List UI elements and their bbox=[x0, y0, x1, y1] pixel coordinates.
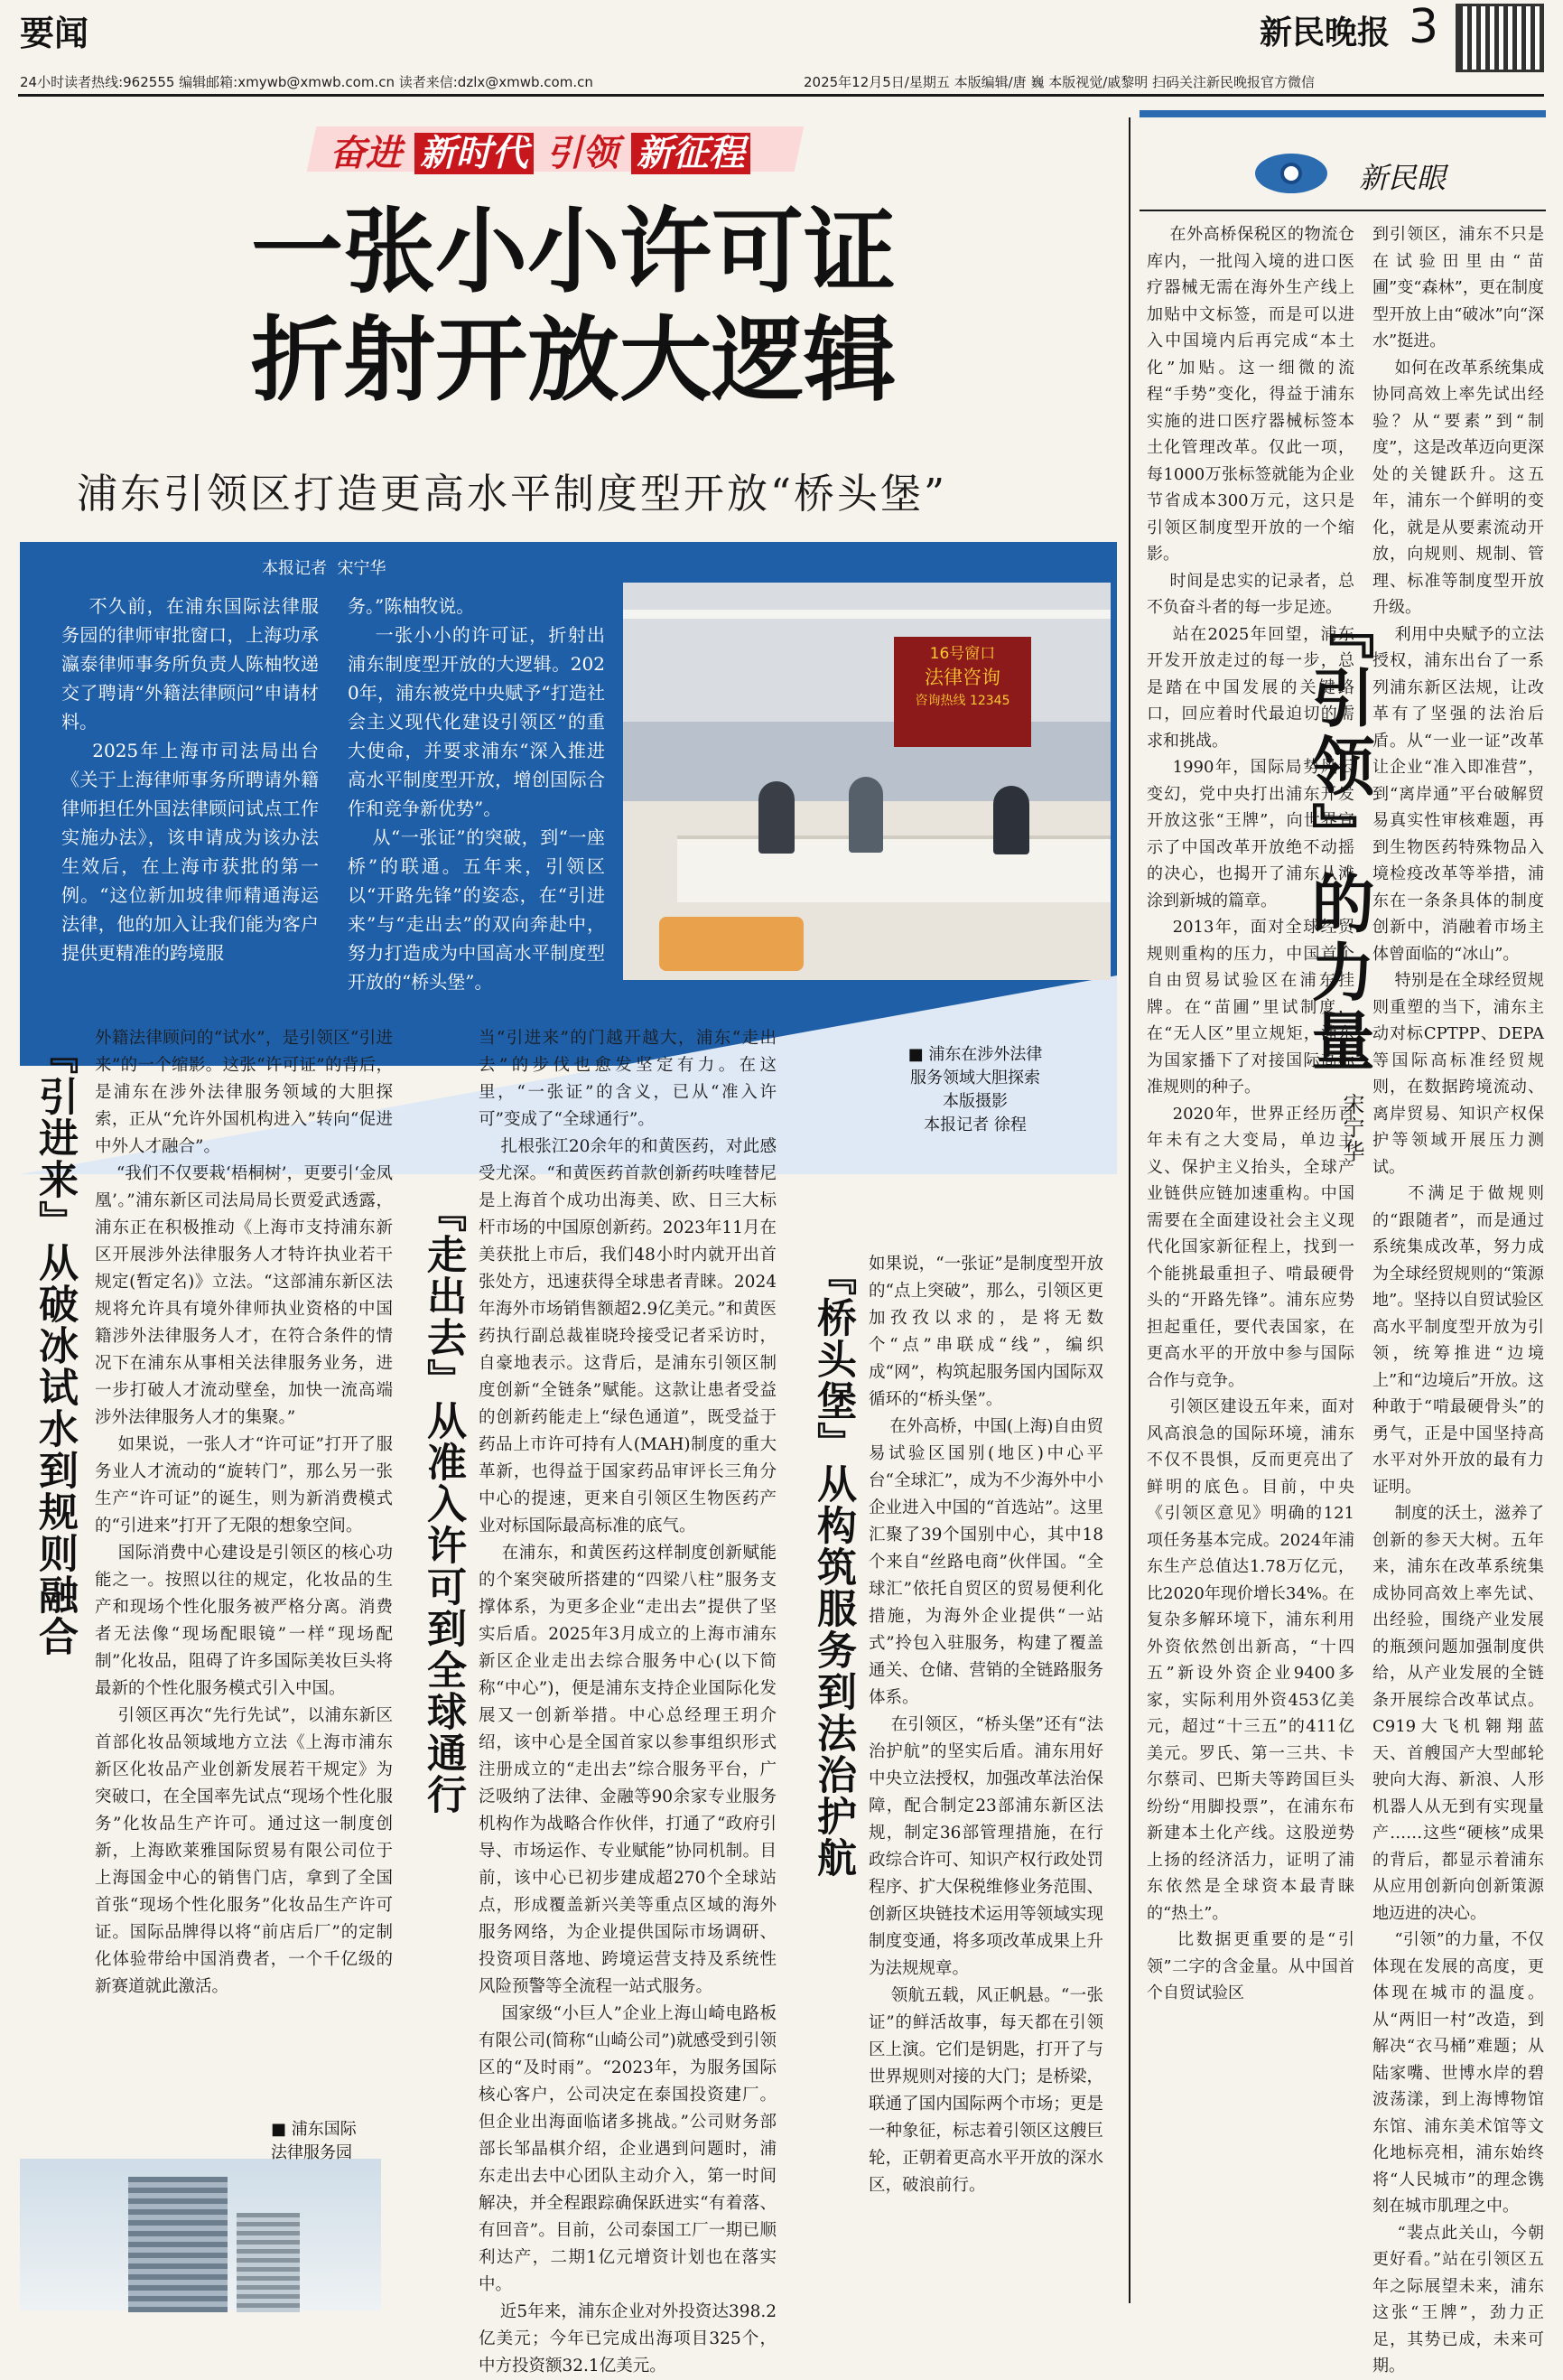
lead-column-2: 务。”陈柚牧说。 一张小小的许可证，折射出浦东制度型开放的大逻辑。2020年，浦东被党中央赋予“打造社会主义现代化建设引领区”的重大使命，并要求浦东“深入推进高水平制度型开放，增创国际合作和竞争新优势”。 从“一张证”的突破，到“一座桥”的联通。五年来，引领区以“开路先锋”的姿态，在“引进来”与“走出去”的双向奔赴中，努力打造成为中国高水平制度型开放的“桥头堡”。 bbox=[348, 595, 606, 993]
column-logo: 新民眼 bbox=[1359, 161, 1447, 195]
column-blue-band bbox=[1140, 110, 1546, 117]
byline: 本报记者 宋宁华 bbox=[262, 559, 386, 578]
kicker-word: 新征程 bbox=[631, 133, 750, 174]
section-title-zouchuqu: 『走出去』从准入许可到全球通行 bbox=[420, 1192, 466, 1815]
photo-building bbox=[20, 2159, 381, 2310]
section-label: 要闻 bbox=[20, 14, 89, 53]
paper-name: 新民晚报 bbox=[1260, 14, 1391, 51]
caption-line: 法律服务园 bbox=[271, 2143, 352, 2162]
photo-legal-service-hall bbox=[623, 583, 1111, 980]
masthead-rule bbox=[18, 94, 1544, 97]
headline bbox=[144, 199, 1002, 415]
photo-person bbox=[849, 777, 883, 853]
lead-column-1: 不久前，在浦东国际法律服务园的律师审批窗口，上海功承瀛泰律师事务所负责人陈柚牧递交了聘请“外籍法律顾问”申请材料。 2025年上海市司法局出台《关于上海律师事务所聘请外籍律师担任外国法律顾问试点工作实施办法》，该申请成为该办法生效后，在上海市获批的第一例。“这位新加坡律师精通海运法律，他的加入让我们能为客户提供更精准的跨境服 bbox=[61, 595, 320, 964]
caption-line: ■ 浦东在涉外法律 bbox=[907, 1045, 1043, 1064]
kicker-word: 奋进 bbox=[330, 133, 402, 174]
photo-sign-line: 咨询热线 12345 bbox=[915, 694, 1010, 708]
photo-building-caption bbox=[271, 2118, 357, 2165]
kicker-text bbox=[330, 125, 750, 176]
column-text-2: 到引领区，浦东不只是在试验田里由“苗圃”变“森林”，更在制度型开放上由“破冰”向“深水”挺进。 如何在改革系统集成协同高效上率先试出经验？从“要素”到“制度”，这是改革迈向更深处的关键跃升。这五年，浦东一个鲜明的变化，就是从要素流动开放，向规则、规制、管理、标准等制度型开放升级。 利用中央赋予的立法授权，浦东出台了一系列浦东新区法规，让改革有了坚强的法治后盾。从“一业一证”改革让企业“准入即准营”，到“离岸通”平台破解贸易真实性审核难题，再到生物医药特殊物品入境检疫改革等举措，浦东在一条条具体的制度创新中，消融着市场主体曾面临的“冰山”。 特别是在全球经贸规则重塑的当下，浦东主动对标CPTPP、DEPA等国际高标准经贸规则，在数据跨境流动、离岸贸易、知识产权保护等领域开展压力测试。 不满足于做规则的“跟随者”，而是通过系统集成改革，努力成为全球经贸规则的“策源地”。坚持以自贸试验区高水平制度型开放为引领，统筹推进“边境上”和“边境后”开放。这种敢于“啃最硬骨头”的勇气，正是中国坚持高水平对外开放的最有力证明。 制度的沃土，滋养了创新的参天大树。五年来，浦东在改革系统集成协同高效上率先试、出经验，围绕产业发展的瓶颈问题加强制度供给，从产业发展的全链条开展综合改革试点。C919大飞机翱翔蓝天、首艘国产大型邮轮驶向大海、新浪、人形机器人从无到有实现量产……这些“硬核”成果的背后，都显示着浦东从应用创新向创新策源地迈进的决心。 “引领”的力量，不仅体现在发展的高度，更体现在城市的温度。从“两旧一村”改造，到解决“衣马桶”难题；从陆家嘴、世博水岸的碧波荡漾，到上海博物馆东馆、浦东美术馆等文化地标亮相，浦东始终将“人民城市”的理念镌刻在城市肌理之中。 “裴点此关山，今朝更好看。”站在引领区五年之际展望未来，浦东这张“王牌”，劲力正足，其势已成，未来可期。 bbox=[1372, 225, 1545, 2375]
headline-line: 一张小小许可证 bbox=[251, 199, 896, 306]
subheadline: 浦东引领区打造更高水平制度型开放“桥头堡” bbox=[77, 470, 948, 518]
column-divider bbox=[1129, 117, 1130, 2303]
column-author: 宋宁华 bbox=[1339, 1093, 1364, 1163]
section-title-yinjinlai: 『引进来』从破冰试水到规则融合 bbox=[32, 1034, 78, 1657]
section-c-text: 如果说，“一张证”是制度型开放的“点上突破”，那么，引领区更加孜孜以求的，是将无数个“点”串联成“线”，编织成“网”，构筑起服务国内国际双循环的“桥头堡”。 在外高桥，中国(上海)自由贸易试验区国别(地区)中心平台“全球汇”，成为不少海外中小企业进入中国的“首选站”。这里汇聚了39个国别中心，其中18个来自“丝路电商”伙伴国。“全球汇”依托自贸区的贸易便利化措施，为海外企业提供“一站式”拎包入驻服务，构建了覆盖通关、仓储、营销的全链路服务体系。 在引领区，“桥头堡”还有“法治护航”的坚实后盾。浦东用好中央立法授权，加强改革法治保障，配合制定23部浦东新区法规，制定36部管理措施，在行政综合许可、知识产权行政处罚程序、扩大保税维修业务范围、创新区块链技术运用等领域实现制度变通，将多项改革成果上升为法规规章。 领航五载，风正帆悬。“一张证”的鲜活故事，每天都在引领区上演。它们是钥匙，打开了与世界规则对接的大门；是桥梁，联通了国内国际两个市场；更是一种象征，标志着引领区这艘巨轮，正朝着更高水平开放的深水区，破浪前行。 bbox=[869, 1255, 1103, 2195]
photo-sign-line: 16号窗口 bbox=[929, 645, 996, 663]
headline-line: 折射开放大逻辑 bbox=[251, 307, 896, 415]
photo-person bbox=[758, 781, 795, 854]
photo-chair bbox=[659, 917, 804, 971]
caption-line: 服务领域大胆探索 bbox=[910, 1069, 1040, 1087]
photo-main-caption bbox=[853, 1043, 1097, 1137]
page-number: 3 bbox=[1409, 0, 1439, 54]
photo-tower bbox=[128, 2177, 228, 2312]
kicker-word: 引领 bbox=[545, 133, 619, 174]
section-b-text: 当“引进来”的门越开越大，浦东“走出去”的步伐也愈发坚定有力。在这里，“一张证”的含义，已从“准入许可”变成了“全球通行”。 扎根张江20余年的和黄医药，对此感受尤深。“和黄医药首款创新药呋喹替尼是上海首个成功出海美、欧、日三大标杆市场的中国原创新药。2023年11月在美获批上市后，我们48小时内就开出首张处方，迅速获得全球患者青睐。2024年海外市场销售额超2.9亿美元。”和黄医药执行副总裁崔晓玲接受记者采访时，自豪地表示。这背后，是浦东引领区制度创新“全链条”赋能。这款让患者受益的创新药能走上“绿色通道”，既受益于药品上市许可持有人(MAH)制度的重大革新，也得益于国家药品审评长三角分中心的提速，更来自引领区生物医药产业对标国际最高标准的底气。 在浦东，和黄医药这样制度创新赋能的个案突破所搭建的“四梁八柱”服务支撑体系，为更多企业“走出去”提供了坚实后盾。2025年3月成立的上海市浦东新区企业走出去综合服务中心(以下简称“中心”)，便是浦东支持企业国际化发展又一创新举措。中心总经理王玥介绍，该中心是全国首家以参事组织形式注册成立的“走出去”综合服务平台，广泛吸纳了法律、金融等90余家专业服务机构作为战略合作伙伴，打通了“政府引导、市场运作、专业赋能”协同机制。目前，该中心已初步建成超270个全球站点，形成覆盖新兴美等重点区域的海外服务网络，为企业提供国际市场调研、投资项目落地、跨境运营支持及系统性风险预警等全流程一站式服务。 国家级“小巨人”企业上海山崎电路板有限公司(简称“山崎公司”)就感受到引领区的“及时雨”。“2023年，为服务国际核心客户，公司决定在泰国投资建厂。但企业出海面临诸多挑战。”公司财务部部长邹晶棋介绍，企业遇到问题时，浦东走出去中心团队主动介入，第一时间解决，并全程跟踪确保跃进实“有着落、有回音”。目前，公司泰国工厂一期已顺利达产，二期1亿元增资计划也在落实中。 近5年来，浦东企业对外投资达398.2亿美元；今年已完成出海项目325个，中方投资额32.1亿美元。 bbox=[479, 1029, 777, 2375]
column-text-1: 在外高桥保税区的物流仓库内，一批闯入境的进口医疗器械无需在海外生产线上加贴中文标签，而是可以进入中国境内后再完成“本土化”加贴。这一细微的流程“手势”变化，得益于浦东实施的进口医疗器械标签本土化管理改革。仅此一项，每1000万张标签就能为企业节省成本300万元，这只是引领区制度型开放的一个缩影。 时间是忠实的记录者，总不负奋斗者的每一步足迹。 站在2025年回望，浦东开发开放走过的每一步，总是踏在中国发展的关键路口，回应着时代最迫切的需求和挑战。 1990年，国际局势风云变幻，党中央打出浦东开发开放这张“王牌”，向世界宣示了中国改革开放绝不动摇的决心，也揭开了浦东从滩涂到新城的篇章。 2013年，面对全球经贸规则重构的压力，中国首个自由贸易试验区在浦东挂牌。在“苗圃”里试制度，在“无人区”里立规矩，浦东为国家播下了对接国际高标准规则的种子。 2020年，世界正经历百年未有之大变局，单边主义、保护主义抬头，全球产业链供应链加速重构。中国需要在全面建设社会主义现代化国家新征程上，找到一个能挑最重担子、啃最硬骨头的“开路先锋”。浦东应势担起重任，要代表国家，在更高水平的开放中参与国际合作与竞争。 引领区建设五年来，面对风高浪急的国际环境，浦东不仅不畏惧，反而更亮出了鲜明的底色。目前，中央《引领区意见》明确的121项任务基本完成。2024年浦东生产总值达1.78万亿元，比2020年现价增长34%。在复杂多解环境下，浦东利用外资依然创出新高，“十四五”新设外资企业9400多家，实际利用外资453亿美元，超过“十三五”的411亿美元。罗氏、第一三共、卡尔蔡司、巴斯夫等跨国巨头纷纷“用脚投票”，在浦东布新建本土化产线。这股逆势上扬的经济活力，证明了浦东依然是全球资本最青睐的“热土”。 比数据更重要的是“引领”二字的含金量。从中国首个自贸试验区 bbox=[1147, 225, 1355, 2002]
photo-counter bbox=[677, 835, 1111, 902]
hotline-bar: 24小时读者热线:962555 编辑邮箱:xmywb@xmwb.com.cn 读者来信:dzlx@xmwb.com.cn bbox=[20, 74, 593, 90]
photo-tower bbox=[237, 2213, 300, 2312]
dateline-bar: 2025年12月5日/星期五 本版编辑/唐 巍 本版视觉/戚黎明 扫码关注新民晚报官方微信 bbox=[804, 74, 1316, 90]
photo-led-sign bbox=[894, 637, 1031, 747]
photo-sign-line: 法律咨询 bbox=[925, 667, 1000, 688]
eye-pupil bbox=[1280, 163, 1302, 184]
kicker-word: 新时代 bbox=[414, 133, 534, 174]
photo-ceiling-light bbox=[623, 610, 1111, 619]
section-title-qiaotoubao: 『桥头堡』从构筑服务到法治护航 bbox=[810, 1255, 856, 1879]
qr-code[interactable] bbox=[1456, 4, 1544, 72]
section-a-text: 外籍法律顾问的“试水”，是引领区“引进来”的一个缩影。这张“许可证”的背后，是浦东在涉外法律服务领域的大胆探索，正从“允许外国机构进入”转向“促进中外人才融合”。 “我们不仅要栽‘梧桐树’，更要引‘金凤凰’。”浦东新区司法局局长贾爱武透露，浦东正在积极推动《上海市支持浦东新区开展涉外法律服务人才特许执业若干规定(暂定名)》立法。“这部浦东新区法规将允许具有境外律师执业资格的中国籍涉外法律服务人才，在符合条件的情况下在浦东从事相关法律服务业务，进一步打破人才流动壁垒，加快一流高端涉外法律服务人才的集聚。” 如果说，一张人才“许可证”打开了服务业人才流动的“旋转门”，那么另一张生产“许可证”的诞生，则为新消费模式的“引进来”打开了无限的想象空间。 国际消费中心建设是引领区的核心功能之一。按照以往的规定，化妆品的生产和现场个性化服务被严格分离。消费者无法像“现场配眼镜”一样“现场配制”化妆品，阻碍了许多国际美妆巨头将最新的个性化服务模式引入中国。 引领区再次“先行先试”，以浦东新区首部化妆品领域地方立法《上海市浦东新区化妆品产业创新发展若干规定》为突破口，在全国率先试点“现场个性化服务”化妆品生产许可。通过这一制度创新，上海欧莱雅国际贸易有限公司位于上海国金中心的销售门店，拿到了全国首张“现场个性化服务”化妆品生产许可证。国际品牌得以将“前店后厂”的定制化体验带给中国消费者，一个千亿级的新赛道就此激活。 bbox=[95, 1029, 394, 1996]
caption-line: 本报记者 徐程 bbox=[924, 1115, 1027, 1134]
column-title: 『引领』的力量 bbox=[1301, 596, 1375, 1077]
caption-line: ■ 浦东国际 bbox=[271, 2120, 357, 2139]
eye-icon bbox=[1255, 154, 1327, 193]
photo-person bbox=[993, 786, 1029, 854]
column-logo-rule bbox=[1140, 210, 1546, 211]
masthead bbox=[0, 0, 1563, 90]
caption-line: 本版摄影 bbox=[943, 1092, 1008, 1111]
